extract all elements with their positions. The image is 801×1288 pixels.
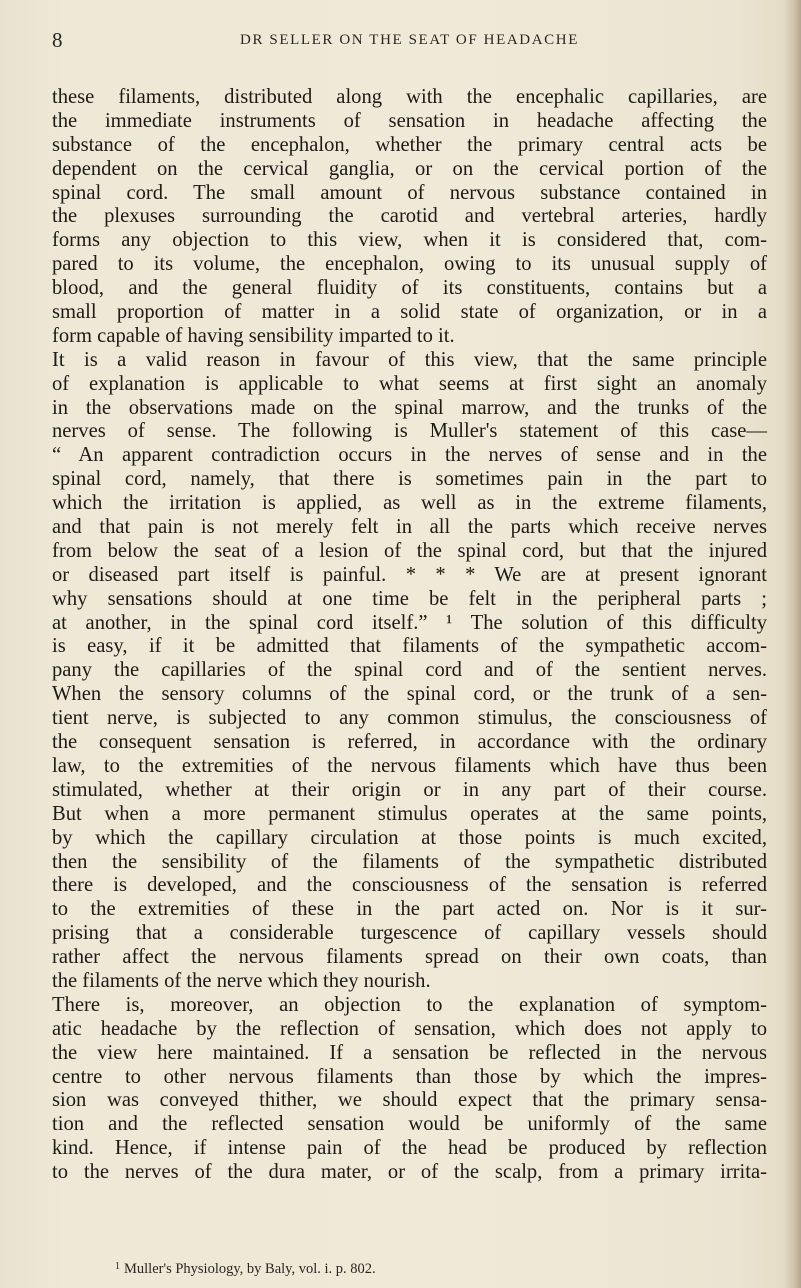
text-line: But when a more permanent stimulus operates at the same points, <box>52 802 767 825</box>
text-line: the view here maintained. If a sensation be reflected in the nervous <box>52 1041 767 1064</box>
body-text <box>52 86 767 1185</box>
text-line: forms any objection to this view, when it is considered that, com- <box>52 229 767 252</box>
running-head: DR SELLER ON THE SEAT OF HEADACHE <box>240 32 579 48</box>
text-line: spinal cord. The small amount of nervous substance contained in <box>52 181 767 204</box>
text-line: at another, in the spinal cord itself.” ¹ The solution of this difficulty <box>52 611 767 634</box>
text-line: the immediate instruments of sensation in headache affecting the <box>52 109 767 132</box>
text-line: which the irritation is applied, as well as in the extreme filaments, <box>52 492 767 515</box>
text-line: to the nerves of the dura mater, or of the scalp, from a primary irrita- <box>52 1161 767 1184</box>
text-line: or diseased part itself is painful. * * * We are at present ignorant <box>52 563 767 586</box>
text-line: from below the seat of a lesion of the spinal cord, but that the injured <box>52 539 767 562</box>
text-line: atic headache by the reflection of sensation, which does not apply to <box>52 1017 767 1040</box>
text-line: dependent on the cervical ganglia, or on the cervical portion of the <box>52 157 767 180</box>
text-line: then the sensibility of the filaments of the sympathetic distributed <box>52 850 767 873</box>
text-line: in the observations made on the spinal marrow, and the trunks of the <box>52 396 767 419</box>
text-line: When the sensory columns of the spinal cord, or the trunk of a sen- <box>52 683 767 706</box>
text-line: kind. Hence, if intense pain of the head be produced by reflection <box>52 1137 767 1160</box>
footnote-marker: 1 <box>115 1261 120 1272</box>
text-line: stimulated, whether at their origin or in any part of their course. <box>52 778 767 801</box>
text-line: There is, moreover, an objection to the explanation of symptom- <box>52 993 767 1016</box>
text-line: the consequent sensation is referred, in accordance with the ordinary <box>52 731 767 754</box>
text-line: is easy, if it be admitted that filaments of the sympathetic accom- <box>52 635 767 658</box>
text-line: rather affect the nervous filaments spread on their own coats, than <box>52 946 767 969</box>
page-header <box>52 28 767 58</box>
footnote <box>115 1261 675 1278</box>
text-line: spinal cord, namely, that there is sometimes pain in the part to <box>52 468 767 491</box>
text-line: sion was conveyed thither, we should expect that the primary sensa- <box>52 1089 767 1112</box>
text-line: by which the capillary circulation at those points is much excited, <box>52 826 767 849</box>
text-line: pany the capillaries of the spinal cord and of the sentient nerves. <box>52 659 767 682</box>
text-line: of explanation is applicable to what seems at first sight an anomaly <box>52 372 767 395</box>
text-line: law, to the extremities of the nervous filaments which have thus been <box>52 754 767 777</box>
text-line: “ An apparent contradiction occurs in the nerves of sense and in the <box>52 444 767 467</box>
text-line: blood, and the general fluidity of its constituents, contains but a <box>52 277 767 300</box>
text-line: form capable of having sensibility imparted to it. <box>52 324 455 347</box>
text-line: centre to other nervous filaments than those by which the impres- <box>52 1065 767 1088</box>
page-number: 8 <box>52 28 63 52</box>
text-line: the filaments of the nerve which they nourish. <box>52 969 431 992</box>
text-line: tion and the reflected sensation would be uniformly of the same <box>52 1113 767 1136</box>
text-line: prising that a considerable turgescence of capillary vessels should <box>52 922 767 945</box>
footnote-text: Muller's Physiology, by Baly, vol. i. p. 802. <box>124 1261 376 1277</box>
text-line: these filaments, distributed along with the encephalic capillaries, are <box>52 86 767 108</box>
text-line: It is a valid reason in favour of this view, that the same principle <box>52 348 767 371</box>
text-line: why sensations should at one time be felt in the peripheral parts ; <box>52 587 767 610</box>
text-line: substance of the encephalon, whether the primary central acts be <box>52 133 767 156</box>
text-line: there is developed, and the consciousness of the sensation is referred <box>52 874 767 897</box>
page-edge-shadow <box>783 0 801 1288</box>
text-line: tient nerve, is subjected to any common stimulus, the consciousness of <box>52 707 767 730</box>
text-line: to the extremities of these in the part acted on. Nor is it sur- <box>52 898 767 921</box>
text-line: the plexuses surrounding the carotid and vertebral arteries, hardly <box>52 205 767 228</box>
text-line: nerves of sense. The following is Muller's statement of this case— <box>52 420 767 443</box>
text-line: and that pain is not merely felt in all the parts which receive nerves <box>52 516 767 539</box>
text-line: pared to its volume, the encephalon, owing to its unusual supply of <box>52 253 767 276</box>
text-line: small proportion of matter in a solid state of organization, or in a <box>52 301 767 324</box>
